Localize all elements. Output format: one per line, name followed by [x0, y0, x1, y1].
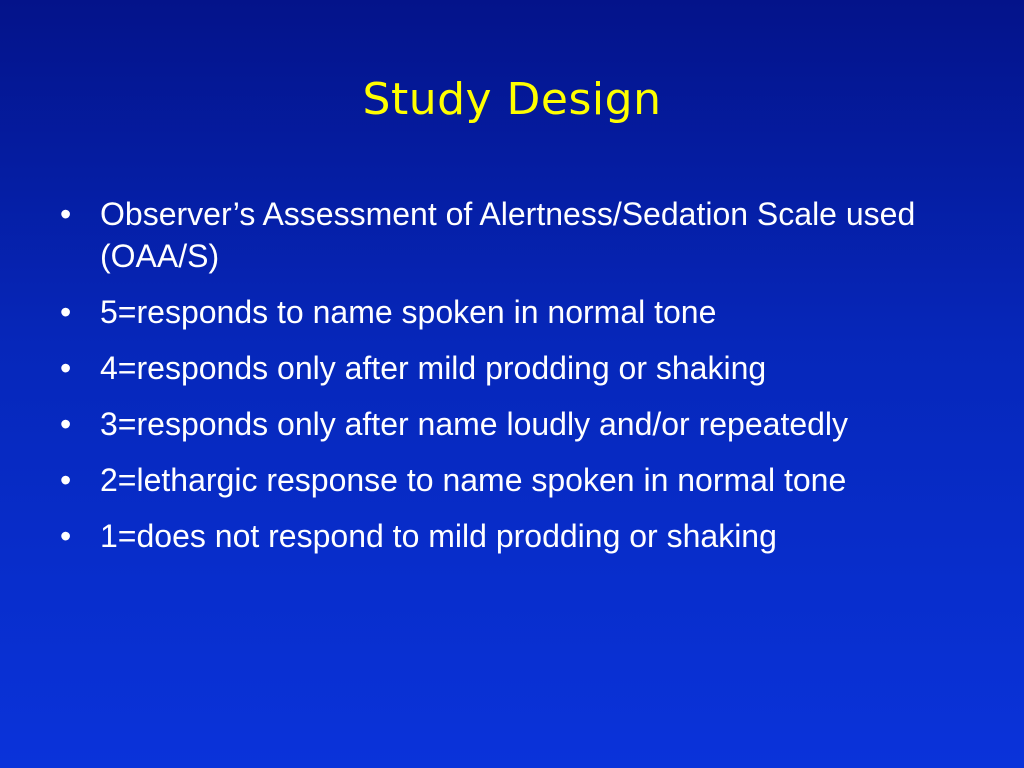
bullet-dot-icon: • [60, 196, 72, 232]
slide-title: Study Design [362, 74, 662, 125]
bullet-item [60, 193, 980, 277]
bullet-item [60, 459, 980, 501]
bullet-item [60, 291, 980, 333]
bullet-item [60, 347, 980, 389]
bullet-list [60, 193, 980, 571]
bullet-text: 2=lethargic response to name spoken in normal tone [100, 462, 847, 498]
bullet-item [60, 515, 980, 557]
bullet-dot-icon: • [60, 406, 72, 442]
bullet-dot-icon: • [60, 462, 72, 498]
bullet-text: 4=responds only after mild prodding or shaking [100, 350, 767, 386]
bullet-dot-icon: • [60, 350, 72, 386]
bullet-item [60, 403, 980, 445]
bullet-dot-icon: • [60, 294, 72, 330]
bullet-text: 5=responds to name spoken in normal tone [100, 294, 717, 330]
bullet-text: 3=responds only after name loudly and/or repeatedly [100, 406, 849, 442]
bullet-text: Observer’s Assessment of Alertness/Sedation Scale used (OAA/S) [100, 196, 916, 274]
bullet-text: 1=does not respond to mild prodding or shaking [100, 518, 777, 554]
bullet-dot-icon: • [60, 518, 72, 554]
